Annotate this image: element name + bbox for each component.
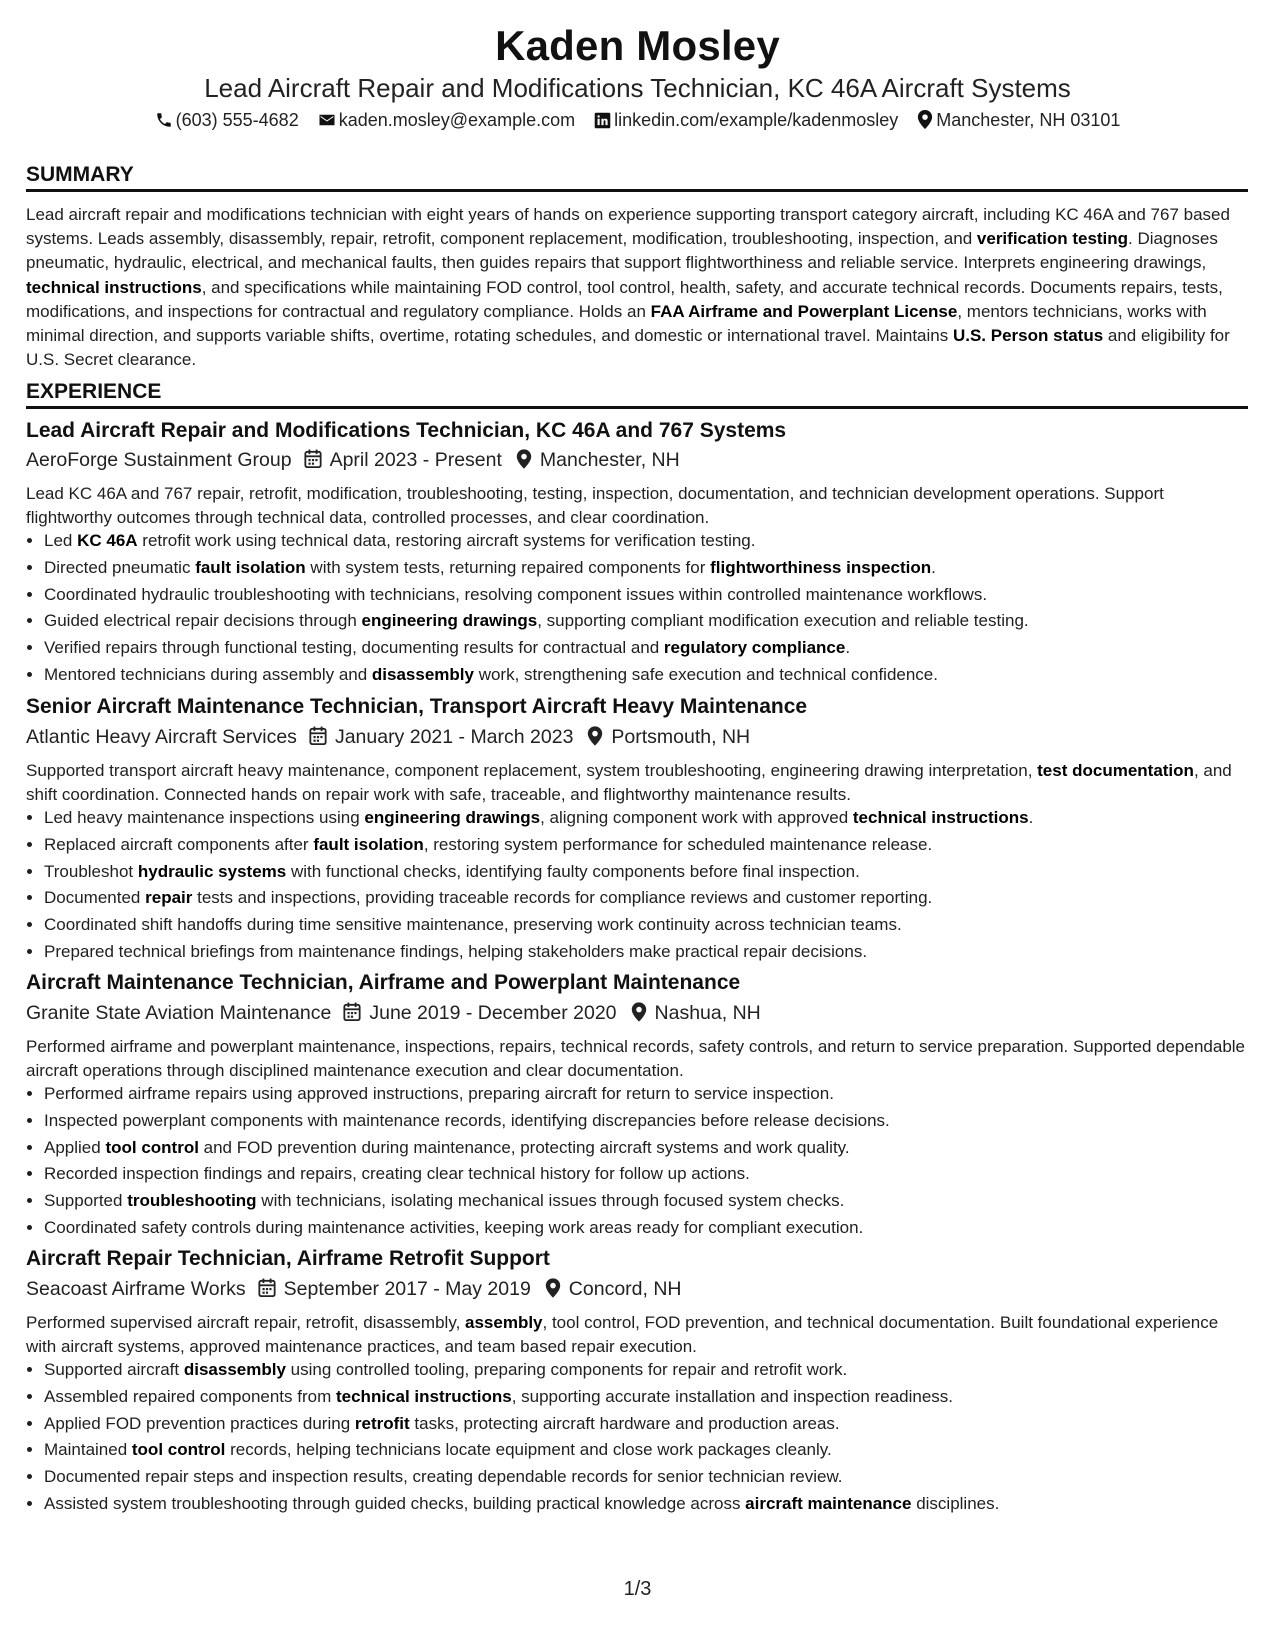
map-pin-icon — [545, 1278, 561, 1298]
candidate-title: Lead Aircraft Repair and Modifications Technician, KC 46A Aircraft Systems — [204, 73, 1071, 103]
job-location: Nashua, NH — [654, 1002, 761, 1024]
bullet-text: Mentored technicians during assembly and — [44, 664, 372, 684]
bullet-bold: engineering drawings — [361, 611, 538, 631]
bullet-text: records, helping technicians locate equipment and close work packages cleanly. — [225, 1440, 832, 1460]
bullet-text: Maintained — [44, 1440, 132, 1460]
list-item — [44, 1411, 1266, 1438]
bullet-text: , supporting compliant modification execution and reliable testing. — [537, 611, 1029, 631]
job-title: Aircraft Repair Technician, Airframe Retrofit Support — [26, 1247, 550, 1270]
bullet-text: tests and inspections, providing traceable records for compliance reviews and customer reporting. — [192, 888, 933, 908]
bullet-text: Supported — [44, 1191, 128, 1211]
bullet-bold: fault isolation — [313, 834, 424, 854]
summary-text-2: . Diagnoses pneumatic, hydraulic, electrical, and mechanical faults, then guides repairs that support flightworthiness and reliable service. Interprets engineering drawings, — [26, 229, 1218, 273]
bullet-text: with system tests, returning repaired components for — [305, 557, 711, 577]
bullet-text: Supported aircraft — [44, 1360, 184, 1379]
summary-text: Supported transport aircraft heavy maintenance, component replacement, system troubleshooting, engineering drawing interpretation, — [26, 761, 1038, 780]
linkedin-text: linkedin.com/example/kadenmosley — [614, 110, 899, 130]
bullet-bold: aircraft maintenance — [745, 1493, 912, 1513]
job-location: Portsmouth, NH — [611, 726, 751, 748]
bullet-bold: disassembly — [183, 1360, 286, 1379]
list-item — [44, 939, 1266, 966]
summary-bold-1: verification testing — [976, 229, 1129, 249]
list-item — [44, 885, 1266, 912]
bullet-text: Assembled repaired components from — [44, 1386, 336, 1406]
summary-text: Performed supervised aircraft repair, retrofit, disassembly, — [26, 1313, 466, 1332]
summary-bold: test documentation — [1037, 761, 1194, 780]
job-company: Atlantic Heavy Aircraft Services — [26, 726, 297, 748]
bullet-bold: tool control — [105, 1137, 199, 1157]
list-item — [44, 832, 1266, 859]
bullet-text: Coordinated safety controls during maintenance activities, keeping work areas ready for compliant execution. — [44, 1217, 864, 1237]
list-item — [44, 1081, 1266, 1108]
job-bullets — [26, 528, 1266, 689]
page-number: 1/3 — [623, 1578, 652, 1600]
list-item — [44, 1188, 1266, 1215]
job-company: AeroForge Sustainment Group — [26, 449, 292, 471]
linkedin-icon — [594, 112, 611, 129]
bullet-text: Inspected powerplant components with maintenance records, identifying discrepancies before release decisions. — [44, 1110, 890, 1130]
summary-text: , tool control, FOD prevention, and technical documentation. Built foundational experience with aircraft systems, approved maintenance practices, and team based repair execution. — [26, 1313, 1219, 1357]
bullet-text: Coordinated shift handoffs during time sensitive maintenance, preserving work continuity across technician teams. — [44, 915, 902, 935]
list-item — [44, 582, 1266, 609]
bullet-bold: technical instructions — [852, 808, 1029, 827]
job-meta — [26, 1278, 1248, 1301]
summary-text — [26, 203, 1248, 372]
bullet-text: Documented repair steps and inspection results, creating dependable records for senior technician review. — [44, 1467, 843, 1487]
list-item — [44, 805, 1266, 832]
summary-bold-4: U.S. Person status — [952, 326, 1104, 346]
list-item — [44, 555, 1266, 582]
bullet-text: Applied — [44, 1137, 106, 1157]
bullet-text: tasks, protecting aircraft hardware and production areas. — [409, 1413, 840, 1433]
job-dates: April 2023 - Present — [329, 449, 502, 471]
bullet-text: Assisted system troubleshooting through guided checks, building practical knowledge across — [44, 1493, 746, 1513]
contact-linkedin[interactable] — [594, 110, 898, 131]
list-item — [44, 1384, 1266, 1411]
bullet-text: Applied FOD prevention practices during — [44, 1413, 355, 1433]
job-meta — [26, 726, 1248, 749]
bullet-text: Guided electrical repair decisions through — [44, 611, 362, 631]
job-meta — [26, 449, 1248, 472]
bullet-text: Documented — [44, 888, 146, 908]
contact-line — [0, 110, 1275, 131]
summary-text-4: , mentors technicians, works with minimal direction, and supports variable shifts, overtime, rotating schedules, and domestic or international travel. Maintains — [26, 301, 1207, 346]
bullet-text: Verified repairs through functional testing, documenting results for contractual and — [44, 638, 664, 658]
contact-email[interactable] — [318, 110, 575, 131]
map-pin-icon — [587, 726, 603, 746]
job-summary: Lead KC 46A and 767 repair, retrofit, modification, troubleshooting, testing, inspection, documentation, and technician development operations. Support flightworthy outcomes through technical data, controlled processes, and clear coordination. — [26, 484, 1164, 528]
bullet-text: Recorded inspection findings and repairs, creating clear technical history for follow up actions. — [44, 1164, 750, 1184]
job-dates: June 2019 - December 2020 — [369, 1002, 617, 1024]
contact-phone[interactable] — [155, 110, 299, 131]
list-item — [44, 528, 1266, 555]
bullet-text: . — [1028, 808, 1034, 827]
job-summary — [26, 1311, 1248, 1359]
summary-bold: assembly — [465, 1313, 543, 1332]
calendar-icon — [343, 1002, 361, 1022]
location-text: Manchester, NH 03101 — [936, 110, 1121, 130]
candidate-name: Kaden Mosley — [495, 22, 780, 69]
job-bullets — [26, 1357, 1266, 1518]
summary-text-3: , and specifications while maintaining FOD control, tool control, health, safety, and accurate technical records. Documents repairs, tests, modifications, and inspections for contractual and regulatory compliance. Holds an — [26, 277, 1223, 321]
bullet-text: . — [931, 557, 936, 577]
bullet-text: Directed pneumatic — [44, 557, 196, 577]
calendar-icon — [304, 449, 322, 469]
contact-location — [917, 110, 1120, 131]
bullet-bold: technical instructions — [335, 1386, 512, 1406]
job-company: Seacoast Airframe Works — [26, 1278, 246, 1300]
experience-heading: EXPERIENCE — [26, 380, 1248, 409]
summary-text-1: Lead aircraft repair and modifications technician with eight years of hands on experience supporting transport category aircraft, including KC 46A and 767 based systems. Leads assembly, disassembly, repair, retrofit, component replacement, modification, troubleshooting, inspection, and — [26, 205, 1230, 249]
list-item — [44, 1161, 1266, 1188]
summary-text-5: and eligibility for U.S. Secret clearance. — [26, 326, 1230, 370]
bullet-text: and FOD prevention during maintenance, protecting aircraft systems and work quality. — [198, 1137, 850, 1157]
list-item — [44, 635, 1266, 662]
bullet-text: retrofit work using technical data, restoring aircraft systems for verification testing. — [137, 531, 756, 550]
summary-heading: SUMMARY — [26, 163, 1248, 192]
job-company: Granite State Aviation Maintenance — [26, 1002, 332, 1024]
bullet-bold: tool control — [131, 1440, 226, 1460]
bullet-text: Led — [44, 531, 78, 550]
job-summary: Performed airframe and powerplant maintenance, inspections, repairs, technical records, safety controls, and return to service preparation. Supported dependable aircraft operations through disciplined maintenance execution and clear documentation. — [26, 1037, 1246, 1081]
job-location: Concord, NH — [568, 1278, 682, 1300]
list-item — [44, 859, 1266, 886]
bullet-bold: troubleshooting — [127, 1191, 257, 1211]
job-dates: September 2017 - May 2019 — [283, 1278, 531, 1300]
bullet-text: Replaced aircraft components after — [44, 834, 314, 854]
bullet-bold: fault isolation — [195, 557, 306, 577]
bullet-text: , supporting accurate installation and inspection readiness. — [511, 1386, 954, 1406]
envelope-icon — [318, 111, 336, 129]
bullet-bold: hydraulic systems — [137, 861, 287, 881]
bullet-bold: flightworthiness inspection — [710, 557, 932, 577]
bullet-text: disciplines. — [911, 1493, 1000, 1513]
bullet-text: , aligning component work with approved — [540, 808, 853, 827]
job-title: Senior Aircraft Maintenance Technician, Transport Aircraft Heavy Maintenance — [26, 695, 808, 718]
bullet-text: , restoring system performance for scheduled maintenance release. — [423, 834, 933, 854]
job-bullets — [26, 1081, 1266, 1242]
job-dates: January 2021 - March 2023 — [334, 726, 574, 748]
job-title: Lead Aircraft Repair and Modifications Technician, KC 46A and 767 Systems — [26, 419, 787, 442]
email-text: kaden.mosley@example.com — [338, 110, 576, 130]
bullet-text: . — [845, 638, 851, 658]
bullet-text: Performed airframe repairs using approved instructions, preparing aircraft for return to service inspection. — [44, 1084, 834, 1103]
list-item — [44, 1491, 1266, 1518]
job-location: Manchester, NH — [539, 449, 680, 471]
job-summary — [26, 759, 1248, 807]
list-item — [44, 662, 1266, 689]
bullet-bold: engineering drawings — [364, 808, 541, 827]
list-item — [44, 1357, 1266, 1384]
bullet-bold: repair — [145, 888, 193, 908]
map-pin-icon — [516, 449, 532, 469]
job-meta — [26, 1002, 1248, 1025]
list-item — [44, 608, 1266, 635]
list-item — [44, 1464, 1266, 1491]
bullet-text: with technicians, isolating mechanical issues through focused system checks. — [256, 1191, 845, 1211]
map-pin-icon — [917, 110, 933, 129]
summary-bold-3: FAA Airframe and Powerplant License — [650, 301, 958, 321]
bullet-text: Led heavy maintenance inspections using — [44, 808, 365, 827]
list-item — [44, 1108, 1266, 1135]
phone-icon — [155, 111, 173, 129]
calendar-icon — [309, 726, 327, 746]
bullet-text: Prepared technical briefings from maintenance findings, helping stakeholders make practical repair decisions. — [44, 941, 868, 961]
bullet-bold: disassembly — [371, 664, 474, 684]
bullet-bold: regulatory compliance — [663, 638, 846, 658]
list-item — [44, 1437, 1266, 1464]
bullet-text: work, strengthening safe execution and technical confidence. — [473, 664, 938, 684]
job-bullets — [26, 805, 1266, 966]
bullet-text: using controlled tooling, preparing components for repair and retrofit work. — [285, 1360, 848, 1379]
bullet-text: Coordinated hydraulic troubleshooting with technicians, resolving component issues within controlled maintenance workflows. — [44, 584, 988, 604]
phone-text: (603) 555-4682 — [175, 110, 299, 130]
summary-bold-2: technical instructions — [26, 277, 202, 297]
list-item — [44, 1135, 1266, 1162]
summary-text: , and shift coordination. Connected hands on repair work with safe, traceable, and flightworthy maintenance results. — [26, 761, 1232, 805]
bullet-text: Troubleshot — [44, 861, 138, 881]
calendar-icon — [258, 1278, 276, 1298]
job-title: Aircraft Maintenance Technician, Airframe and Powerplant Maintenance — [26, 971, 741, 994]
list-item — [44, 1215, 1266, 1242]
map-pin-icon — [631, 1002, 647, 1022]
bullet-bold: retrofit — [354, 1413, 410, 1433]
list-item — [44, 912, 1266, 939]
bullet-bold: KC 46A — [77, 531, 138, 550]
bullet-text: with functional checks, identifying faulty components before final inspection. — [286, 861, 860, 881]
